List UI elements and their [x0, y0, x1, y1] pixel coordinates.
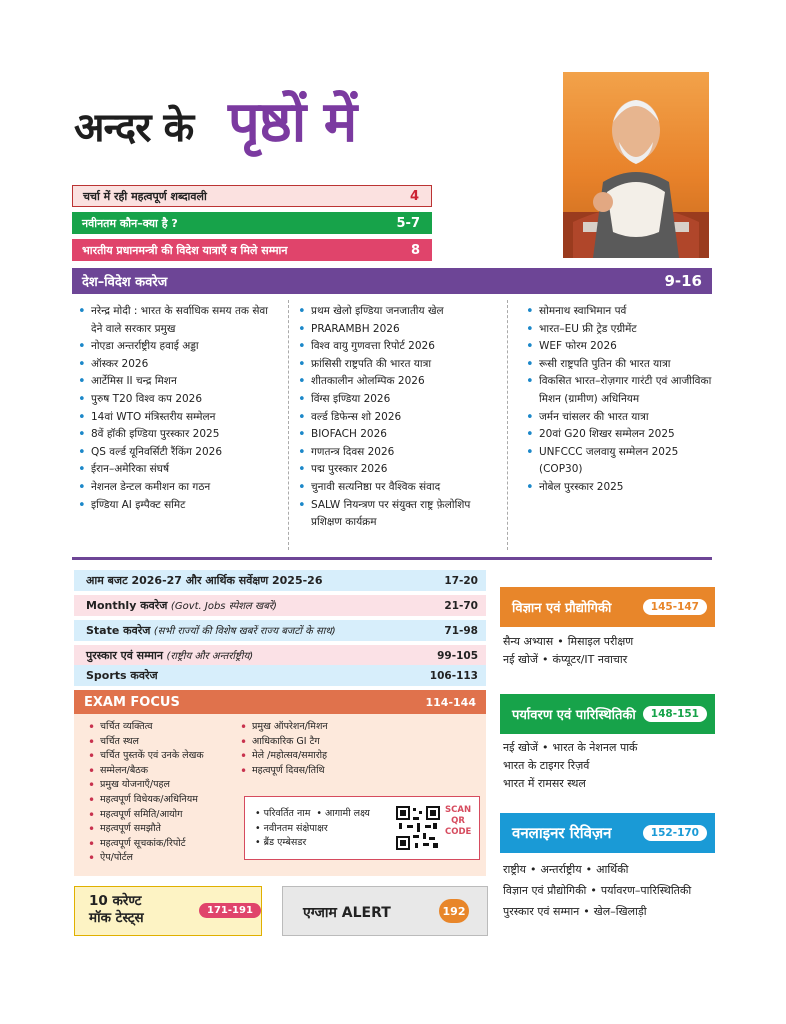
- coverage-item: • WEF फोरम 2026: [526, 338, 716, 356]
- oneliner-title: वनलाइनर रिविज़न: [512, 824, 612, 842]
- qr-items: • परिवर्तित नाम • आगामी लक्ष्य • नवीनतम संक्षेपाक्षर • ब्रैंड एम्बेसडर: [255, 808, 370, 849]
- coverage-item: • UNFCCC जलवायु सम्मेलन 2025 (COP30): [526, 444, 716, 479]
- science-tech-list: सैन्य अभ्यास • मिसाइल परीक्षण नई खोजें • कंप्यूटर/IT नवाचार: [503, 635, 634, 666]
- coverage-item: • फ्रांसिसी राष्ट्रपति की भारत यात्रा: [298, 356, 498, 374]
- list-item: आर्थिकी: [596, 863, 629, 876]
- bar-awards-note: (राष्ट्रीय और अन्तर्राष्ट्रीय): [166, 651, 254, 662]
- science-tech-pages: 145-147: [643, 599, 707, 615]
- bar-awards-label: पुरस्कार एवं सम्मान: [86, 649, 163, 662]
- science-tech-header[interactable]: [500, 587, 715, 627]
- bar-state[interactable]: [74, 620, 486, 641]
- environment-pages: 148-151: [643, 706, 707, 722]
- mock-tests-pages: 171-191: [199, 903, 261, 918]
- environment-list: नई खोजें • भारत के नेशनल पार्क भारत के टाइगर रिज़र्व भारत में रामसर स्थल: [503, 741, 638, 790]
- list-item: अन्तर्राष्ट्रीय: [540, 863, 582, 876]
- environment-title: पर्यावरण एवं पारिस्थितिकी: [512, 708, 636, 723]
- exam-focus-item: • चर्चित पुस्तकें एवं उनके लेखक: [88, 749, 238, 764]
- exam-focus-col-1: [88, 720, 238, 866]
- list-item: सैन्य अभ्यास: [503, 635, 554, 648]
- qr-item: परिवर्तित नाम: [263, 808, 311, 819]
- coverage-item: • BIOFACH 2026: [298, 426, 498, 444]
- coverage-header[interactable]: [72, 268, 712, 294]
- mock-tests-line1: 10 करेण्ट: [89, 893, 142, 909]
- exam-focus-item: • प्रमुख ऑपरेशन/मिशन: [240, 720, 400, 735]
- oneliner-pages: 152-170: [643, 825, 707, 841]
- qr-item: आगामी लक्ष्य: [325, 808, 370, 819]
- list-item: भारत के नेशनल पार्क: [552, 741, 638, 754]
- exam-focus-col-2: [240, 720, 400, 778]
- bar-whos-who-page: 5-7: [396, 215, 420, 231]
- qr-code-icon[interactable]: [395, 805, 441, 851]
- section-divider: [72, 557, 712, 560]
- exam-focus-item: • ऐप/पोर्टल: [88, 851, 238, 866]
- list-item: मिसाइल परीक्षण: [567, 635, 634, 648]
- coverage-item: • जर्मन चांसलर की भारत यात्रा: [526, 409, 716, 427]
- qr-item: नवीनतम संक्षेपाक्षर: [263, 822, 328, 834]
- scan-label-line: CODE: [445, 827, 472, 837]
- exam-focus-item: • चर्चित स्थल: [88, 735, 238, 750]
- exam-focus-item: • महत्वपूर्ण समझौते: [88, 822, 238, 837]
- bar-terminology-label: चर्चा में रही महत्वपूर्ण शब्दावली: [83, 189, 207, 203]
- coverage-item: • प्रथम खेलो इण्डिया जनजातीय खेल: [298, 303, 498, 321]
- list-item: कंप्यूटर/IT नवाचार: [552, 653, 628, 666]
- coverage-item: • 14वां WTO मंत्रिस्तरीय सम्मेलन: [78, 409, 278, 427]
- coverage-item: • पुरुष T20 विश्व कप 2026: [78, 391, 278, 409]
- coverage-item: • चुनावी सत्यनिष्ठा पर वैश्विक संवाद: [298, 479, 498, 497]
- coverage-item: • नोएडा अन्तर्राष्ट्रीय हवाई अड्डा: [78, 338, 278, 356]
- coverage-item: • 8वें हॉकी इण्डिया पुरस्कार 2025: [78, 426, 278, 444]
- exam-focus-header[interactable]: [74, 690, 486, 714]
- list-item: पुरस्कार एवं सम्मान: [503, 905, 580, 918]
- list-item: पर्यावरण–पारिस्थितिकी: [600, 884, 692, 897]
- science-tech-title: विज्ञान एवं प्रौद्योगिकी: [512, 601, 612, 616]
- list-item: खेल–खिलाड़ी: [593, 905, 647, 918]
- list-item: भारत में रामसर स्थल: [503, 777, 586, 790]
- coverage-item: • SALW नियन्त्रण पर संयुक्त राष्ट्र फ़ेलोशिप प्रशिक्षण कार्यक्रम: [298, 497, 498, 532]
- bar-budget-page: 17-20: [444, 574, 478, 587]
- coverage-item: • ऑस्कर 2026: [78, 356, 278, 374]
- bar-state-note: (सभी राज्यों की विशेष खबरें राज्य बजटों के साथ): [153, 626, 336, 637]
- coverage-col-1: [78, 303, 278, 514]
- page-title-part1: अन्दर के: [74, 104, 194, 151]
- bar-monthly-label: Monthly कवरेज: [86, 599, 168, 612]
- exam-focus-item: • महत्वपूर्ण दिवस/तिथि: [240, 764, 400, 779]
- bar-terminology-page: 4: [409, 188, 419, 204]
- bar-whos-who-label: नवीनतम कौन–क्या है ?: [82, 216, 178, 230]
- scan-qr-label: [445, 805, 471, 838]
- coverage-item: • 20वां G20 शिखर सम्मेलन 2025: [526, 426, 716, 444]
- exam-alert-box[interactable]: [282, 886, 488, 936]
- column-divider: [288, 300, 289, 550]
- exam-alert-label: एग्जाम ALERT: [303, 905, 391, 921]
- bar-whos-who[interactable]: [72, 212, 432, 234]
- coverage-item: • सोमनाथ स्वाभिमान पर्व: [526, 303, 716, 321]
- bar-pm-visits-page: 8: [410, 242, 420, 258]
- coverage-col-3: [526, 303, 716, 497]
- bar-awards-page: 99-105: [437, 649, 478, 662]
- bar-budget-label: आम बजट 2026-27 और आर्थिक सर्वेक्षण 2025-26: [86, 574, 323, 587]
- coverage-item: • नोबेल पुरस्कार 2025: [526, 479, 716, 497]
- exam-focus-item: • महत्वपूर्ण समिति/आयोग: [88, 808, 238, 823]
- exam-focus-item: • प्रमुख योजनाएँ/पहल: [88, 778, 238, 793]
- coverage-item: • विंग्स इण्डिया 2026: [298, 391, 498, 409]
- bar-monthly-note: (Govt. Jobs स्पेशल खबरें): [170, 601, 277, 612]
- qr-item: ब्रैंड एम्बेसडर: [263, 837, 307, 849]
- list-item: भारत के टाइगर रिज़र्व: [503, 759, 590, 772]
- bar-state-label: State कवरेज: [86, 624, 151, 637]
- scan-label-line: QR: [451, 816, 465, 826]
- bar-sports[interactable]: [74, 665, 486, 686]
- coverage-item: • विकसित भारत–रोज़गार गारंटी एवं आजीविका मिशन (ग्रामीण) अधिनियम: [526, 373, 716, 408]
- page-title-part2: पृष्ठों में: [228, 89, 357, 155]
- coverage-item: • शीतकालीन ओलम्पिक 2026: [298, 373, 498, 391]
- exam-focus-item: • महत्वपूर्ण विधेयक/अधिनियम: [88, 793, 238, 808]
- coverage-title: देश–विदेश कवरेज: [82, 275, 168, 290]
- coverage-item: • नेशनल डेन्टल कमीशन का गठन: [78, 479, 278, 497]
- list-item: नई खोजें: [503, 741, 539, 754]
- coverage-item: • गणतन्त्र दिवस 2026: [298, 444, 498, 462]
- list-item: राष्ट्रीय: [503, 863, 527, 876]
- coverage-item: • ईरान–अमेरिका संघर्ष: [78, 461, 278, 479]
- bar-monthly-page: 21-70: [444, 599, 478, 612]
- coverage-item: • वर्ल्ड डिफेन्स शो 2026: [298, 409, 498, 427]
- exam-focus-item: • चर्चित व्यक्तित्व: [88, 720, 238, 735]
- exam-focus-item: • मेले /महोत्सव/समारोह: [240, 749, 400, 764]
- coverage-pages: 9-16: [664, 272, 702, 290]
- exam-focus-pages: 114-144: [425, 695, 476, 709]
- exam-alert-page: 192: [439, 899, 469, 923]
- coverage-item: • PRARAMBH 2026: [298, 321, 498, 339]
- list-item: विज्ञान एवं प्रौद्योगिकी: [503, 884, 587, 897]
- qr-box: [244, 796, 480, 860]
- coverage-item: • आर्टेमिस II चन्द्र मिशन: [78, 373, 278, 391]
- bar-pm-visits[interactable]: [72, 239, 432, 261]
- coverage-item: • इण्डिया AI इम्पैक्ट समिट: [78, 497, 278, 515]
- bar-budget[interactable]: [74, 570, 486, 591]
- coverage-item: • विश्व वायु गुणवत्ता रिपोर्ट 2026: [298, 338, 498, 356]
- list-item: नई खोजें: [503, 653, 539, 666]
- bar-sports-label: Sports कवरेज: [86, 669, 158, 682]
- coverage-item: • रूसी राष्ट्रपति पुतिन की भारत यात्रा: [526, 356, 716, 374]
- bar-pm-visits-label: भारतीय प्रधानमन्त्री की विदेश यात्राएँ व मिले सम्मान: [82, 243, 288, 257]
- mock-tests-line2: मॉक टेस्ट्स: [89, 910, 144, 926]
- oneliner-list: राष्ट्रीय • अन्तर्राष्ट्रीय • आर्थिकी विज्ञान एवं प्रौद्योगिकी • पर्यावरण–पारिस्थितिकी पुरस्कार एवं सम्मान • खेल–खिलाड़ी: [503, 863, 692, 918]
- cover-photo: [563, 72, 709, 258]
- column-divider: [507, 300, 508, 550]
- mock-tests-box[interactable]: [74, 886, 262, 936]
- coverage-item: • नरेन्द्र मोदी : भारत के सर्वाधिक समय तक सेवा देने वाले सरकार प्रमुख: [78, 303, 278, 338]
- bar-sports-page: 106-113: [429, 669, 478, 682]
- bar-state-page: 71-98: [444, 624, 478, 637]
- coverage-item: • QS वर्ल्ड यूनिवर्सिटी रैंकिंग 2026: [78, 444, 278, 462]
- scan-label-line: SCAN: [445, 805, 472, 815]
- bar-terminology[interactable]: [72, 185, 432, 207]
- exam-focus-title: EXAM FOCUS: [84, 694, 180, 710]
- oneliner-header[interactable]: [500, 813, 715, 853]
- exam-focus-item: • महत्वपूर्ण सूचकांक/रिपोर्ट: [88, 837, 238, 852]
- exam-focus-item: • सम्मेलन/बैठक: [88, 764, 238, 779]
- coverage-item: • भारत–EU फ्री ट्रेड एग्रीमेंट: [526, 321, 716, 339]
- bar-monthly[interactable]: [74, 595, 486, 616]
- environment-header[interactable]: [500, 694, 715, 734]
- exam-focus-item: • आधिकारिक GI टैग: [240, 735, 400, 750]
- coverage-item: • पद्म पुरस्कार 2026: [298, 461, 498, 479]
- coverage-col-2: [298, 303, 498, 532]
- bar-awards[interactable]: [74, 645, 486, 666]
